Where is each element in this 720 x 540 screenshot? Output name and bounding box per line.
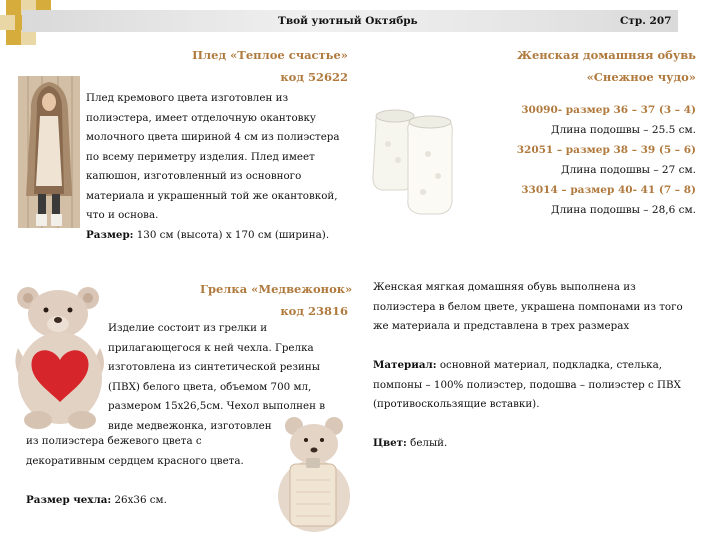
bear-code: код 23816	[280, 304, 348, 318]
text-line: прилагающегося к ней чехла. Грелка	[108, 341, 314, 354]
text-line: размером 15х26,5см. Чехол выполнен в	[108, 400, 326, 412]
slippers-title: Женская домашняя обувь	[516, 48, 696, 62]
material-label: Материал:	[373, 359, 437, 371]
text-line: из полиэстера бежевого цвета с	[26, 435, 202, 447]
text-line: полиэстера, имеет отделочную окантовку	[86, 111, 316, 124]
slippers-sizes	[460, 100, 696, 220]
slippers-title-block	[500, 44, 696, 88]
blank-line	[373, 415, 703, 435]
size-code: 33014 – размер 40- 41 (7 – 8)	[521, 184, 696, 196]
text-line: основной материал, подкладка, стелька,	[436, 359, 663, 371]
sole-length: Длина подошвы – 25.5 см.	[551, 124, 696, 136]
sole-length: Длина подошвы – 27 см.	[561, 164, 696, 176]
text-line: (ПВХ) белого цвета, объемом 700 мл,	[108, 380, 312, 393]
blank-line	[26, 471, 286, 491]
decor-square	[6, 0, 21, 15]
color-label: Цвет:	[373, 437, 407, 449]
decor-square	[0, 15, 15, 30]
bear-cover-size	[26, 491, 286, 511]
text-line: виде медвежонка, изготовлен	[108, 419, 272, 432]
decor-square	[21, 30, 36, 45]
blank-line	[373, 337, 703, 357]
text-line: декоративным сердцем красного цвета.	[26, 454, 244, 467]
slippers-product-image	[368, 104, 460, 222]
decor-square	[6, 30, 21, 45]
text-line: молочного цвета шириной 4 см из полиэстера	[86, 131, 340, 143]
page-header-title: Твой уютный Октябрь	[278, 15, 418, 27]
text-line: материала и украшенный той же окантовкой,	[86, 189, 338, 202]
size-code: 32051 – размер 38 – 39 (5 – 6)	[516, 144, 696, 156]
text-line: же материала и представлена в трех размерах	[373, 320, 630, 332]
blanket-size	[86, 226, 356, 246]
slippers-subtitle: «Снежное чудо»	[586, 70, 696, 84]
text-line: капюшон, изготовленный из основного	[86, 170, 302, 182]
text-line: Плед кремового цвета изготовлен из	[86, 92, 289, 104]
material-line	[373, 356, 703, 376]
size-code: 30090- размер 36 – 37 (3 – 4)	[521, 104, 696, 116]
blanket-product-image	[18, 76, 80, 228]
text-line: полиэстера в белом цвете, украшена помпонами из того	[373, 300, 683, 313]
blanket-title: Плед «Теплое счастье»	[192, 48, 348, 62]
text-line: помпоны – 100% полиэстер, подошва – полиэстер с ПВХ	[373, 378, 681, 391]
bear-title-block	[200, 278, 353, 322]
bear-product-image	[10, 284, 110, 430]
text-line: (противоскользящие вставки).	[373, 398, 540, 410]
size-value: 130 см (высота) х 170 см (ширина).	[133, 228, 330, 241]
sole-length: Длина подошвы – 28,6 см.	[551, 204, 696, 216]
color-line	[373, 434, 703, 454]
slippers-description	[373, 278, 703, 454]
hot-water-bottle-image	[272, 414, 356, 534]
text-line: изготовлена из синтетической резины	[108, 361, 320, 373]
text-line: Изделие состоит из грелки и	[108, 322, 268, 334]
text-line: по всему периметру изделия. Плед имеет	[86, 150, 315, 163]
blanket-code: код 52622	[280, 70, 348, 84]
blanket-title-block	[190, 44, 348, 88]
color-value: белый.	[406, 437, 448, 449]
bear-title: Грелка «Медвежонок»	[200, 282, 353, 296]
blanket-description	[86, 89, 356, 245]
size-label: Размер чехла:	[26, 493, 112, 506]
page-number: Стр. 207	[620, 15, 672, 27]
size-label: Размер:	[86, 228, 134, 241]
bear-description-continued	[26, 432, 286, 510]
text-line: Женская мягкая домашняя обувь выполнена из	[373, 281, 636, 293]
text-line: что и основа.	[86, 209, 159, 221]
size-value: 26х36 см.	[111, 493, 167, 506]
